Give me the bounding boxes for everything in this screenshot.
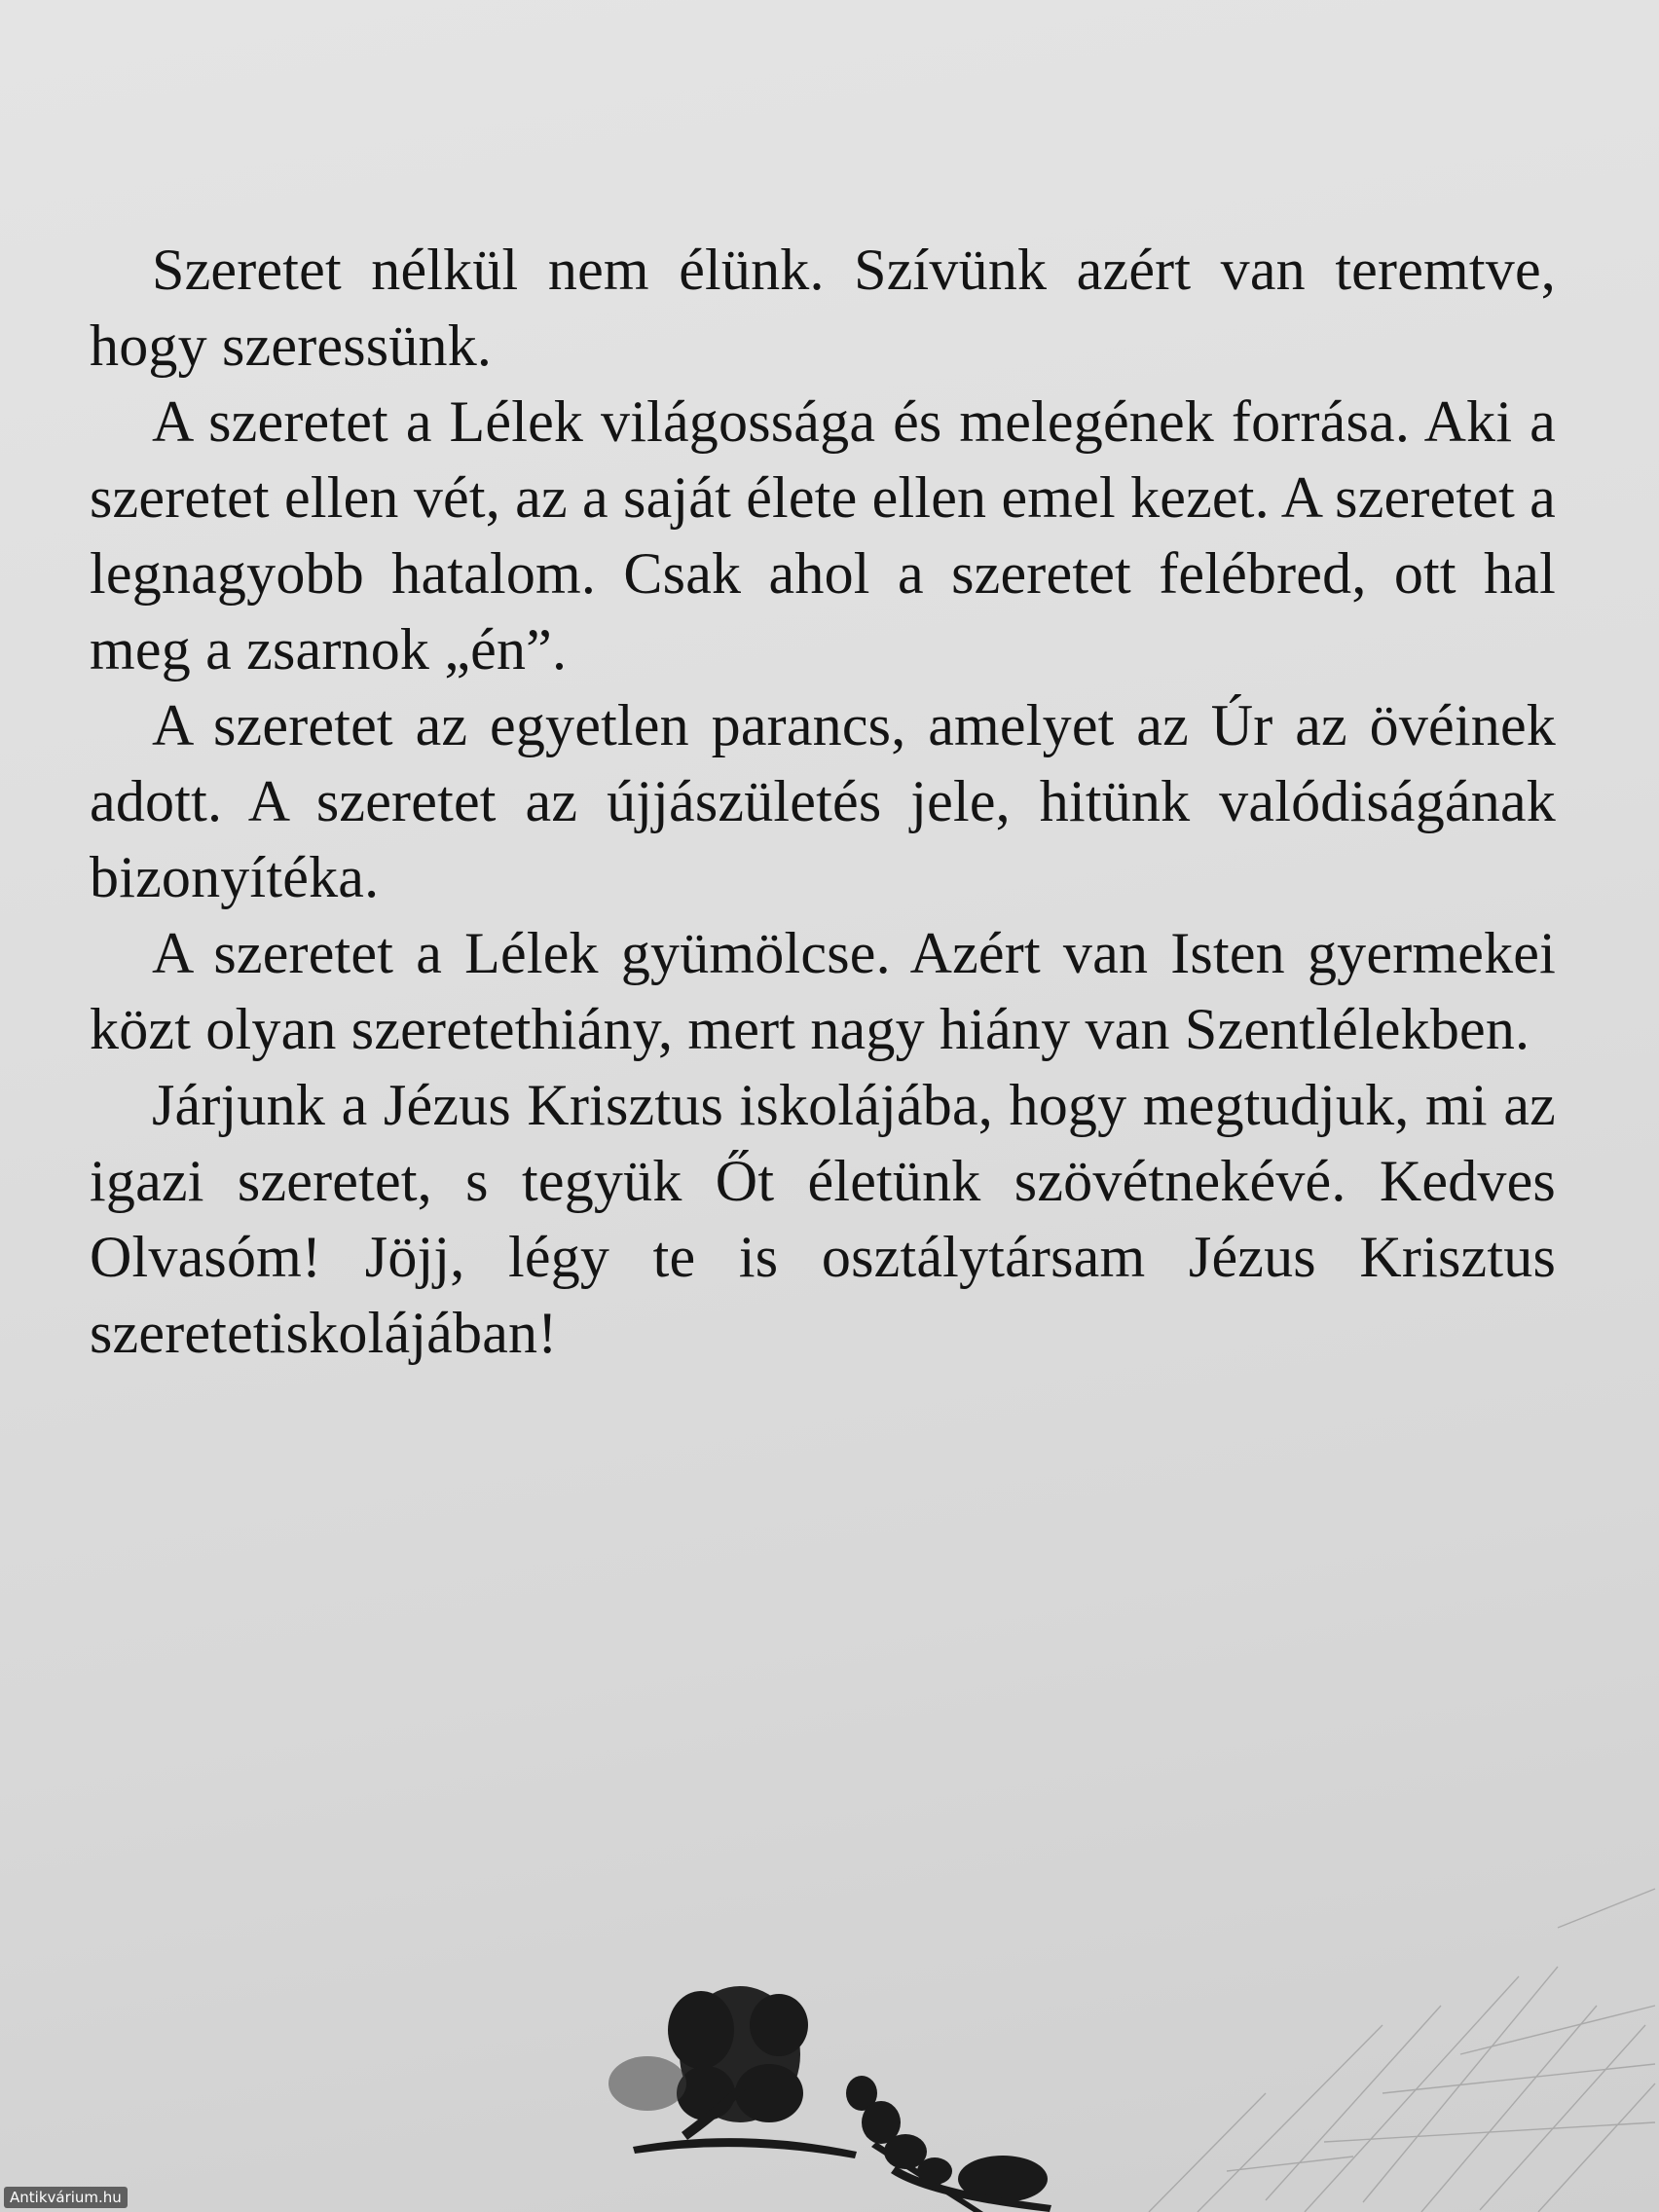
paragraph-2: A szeretet a Lélek világossága és melegének forrása. Aki a szeretet ellen vét, az a saját élete ellen emel kezet. A szeretet a legnagyobb hatalom. Csak ahol a szeretet felébred, ott hal meg a zsarnok „én”. bbox=[90, 389, 1556, 682]
paragraph-5: Járjunk a Jézus Krisztus iskolájába, hogy megtudjuk, mi az igazi szeretet, s tegyük Őt életünk szövétnekévé. Kedves Olvasóm! Jöjj, légy te is osztálytársam Jézus Krisztus szeretetiskolájában! bbox=[90, 1073, 1556, 1365]
scratch-texture bbox=[1149, 1889, 1655, 2212]
paragraph-3: A szeretet az egyetlen parancs, amelyet az Úr az övéinek adott. A szeretet az újjászületés jele, hitünk valódiságának bizonyítéka. bbox=[90, 693, 1556, 909]
paragraph-4: A szeretet a Lélek gyümölcse. Azért van Isten gyermekei közt olyan szeretethiány, mert nagy hiány van Szentlélekben. bbox=[90, 921, 1556, 1061]
watermark-label: Antikvárium.hu bbox=[4, 2187, 128, 2208]
flower-stem-icon bbox=[608, 1986, 1051, 2212]
paragraph-1: Szeretet nélkül nem élünk. Szívünk azért van teremtve, hogy szeressünk. bbox=[90, 238, 1556, 378]
